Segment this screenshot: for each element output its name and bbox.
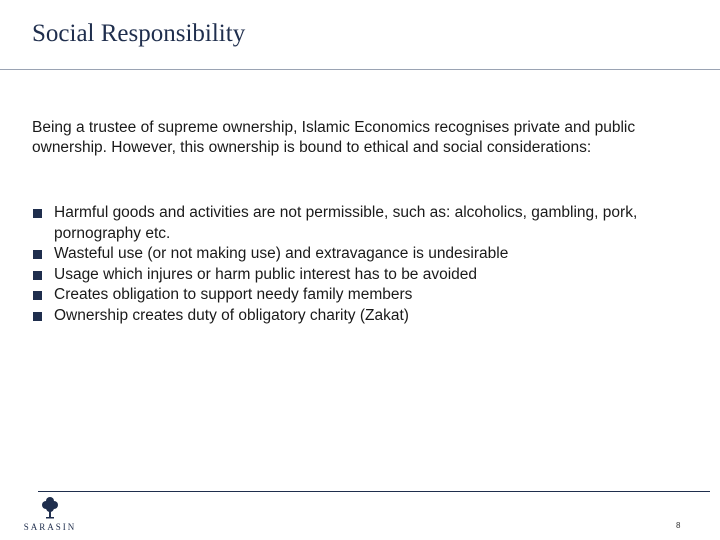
intro-paragraph: Being a trustee of supreme ownership, Islamic Economics recognises private and public ownership. However, this ownership is bound to ethical and social considerations: [32,119,636,156]
square-bullet-icon [33,209,42,218]
sarasin-logo [16,496,84,536]
list-item [32,203,702,244]
footer-divider [38,491,710,492]
logo-wordmark: SARASIN [23,522,77,532]
title-divider [0,69,720,70]
list-item-text: Harmful goods and activities are not permissible, such as: alcoholics, gambling, pork, pornography etc. [54,204,638,242]
list-item-text: Usage which injures or harm public interest has to be avoided [54,265,478,283]
list-item [32,285,702,306]
list-item-text: Creates obligation to support needy family members [54,286,413,303]
square-bullet-icon [33,271,42,280]
bullet-list [32,203,702,326]
tree-icon [42,496,58,520]
slide-title: Social Responsibility [32,20,246,47]
list-item [32,265,702,286]
list-item [32,306,702,327]
list-item-text: Ownership creates duty of obligatory charity (Zakat) [54,306,409,324]
square-bullet-icon [33,312,42,321]
square-bullet-icon [33,250,42,259]
list-item [32,244,702,265]
list-item-text: Wasteful use (or not making use) and extravagance is undesirable [54,245,509,262]
page-number: 8 [676,521,681,530]
square-bullet-icon [33,291,42,300]
